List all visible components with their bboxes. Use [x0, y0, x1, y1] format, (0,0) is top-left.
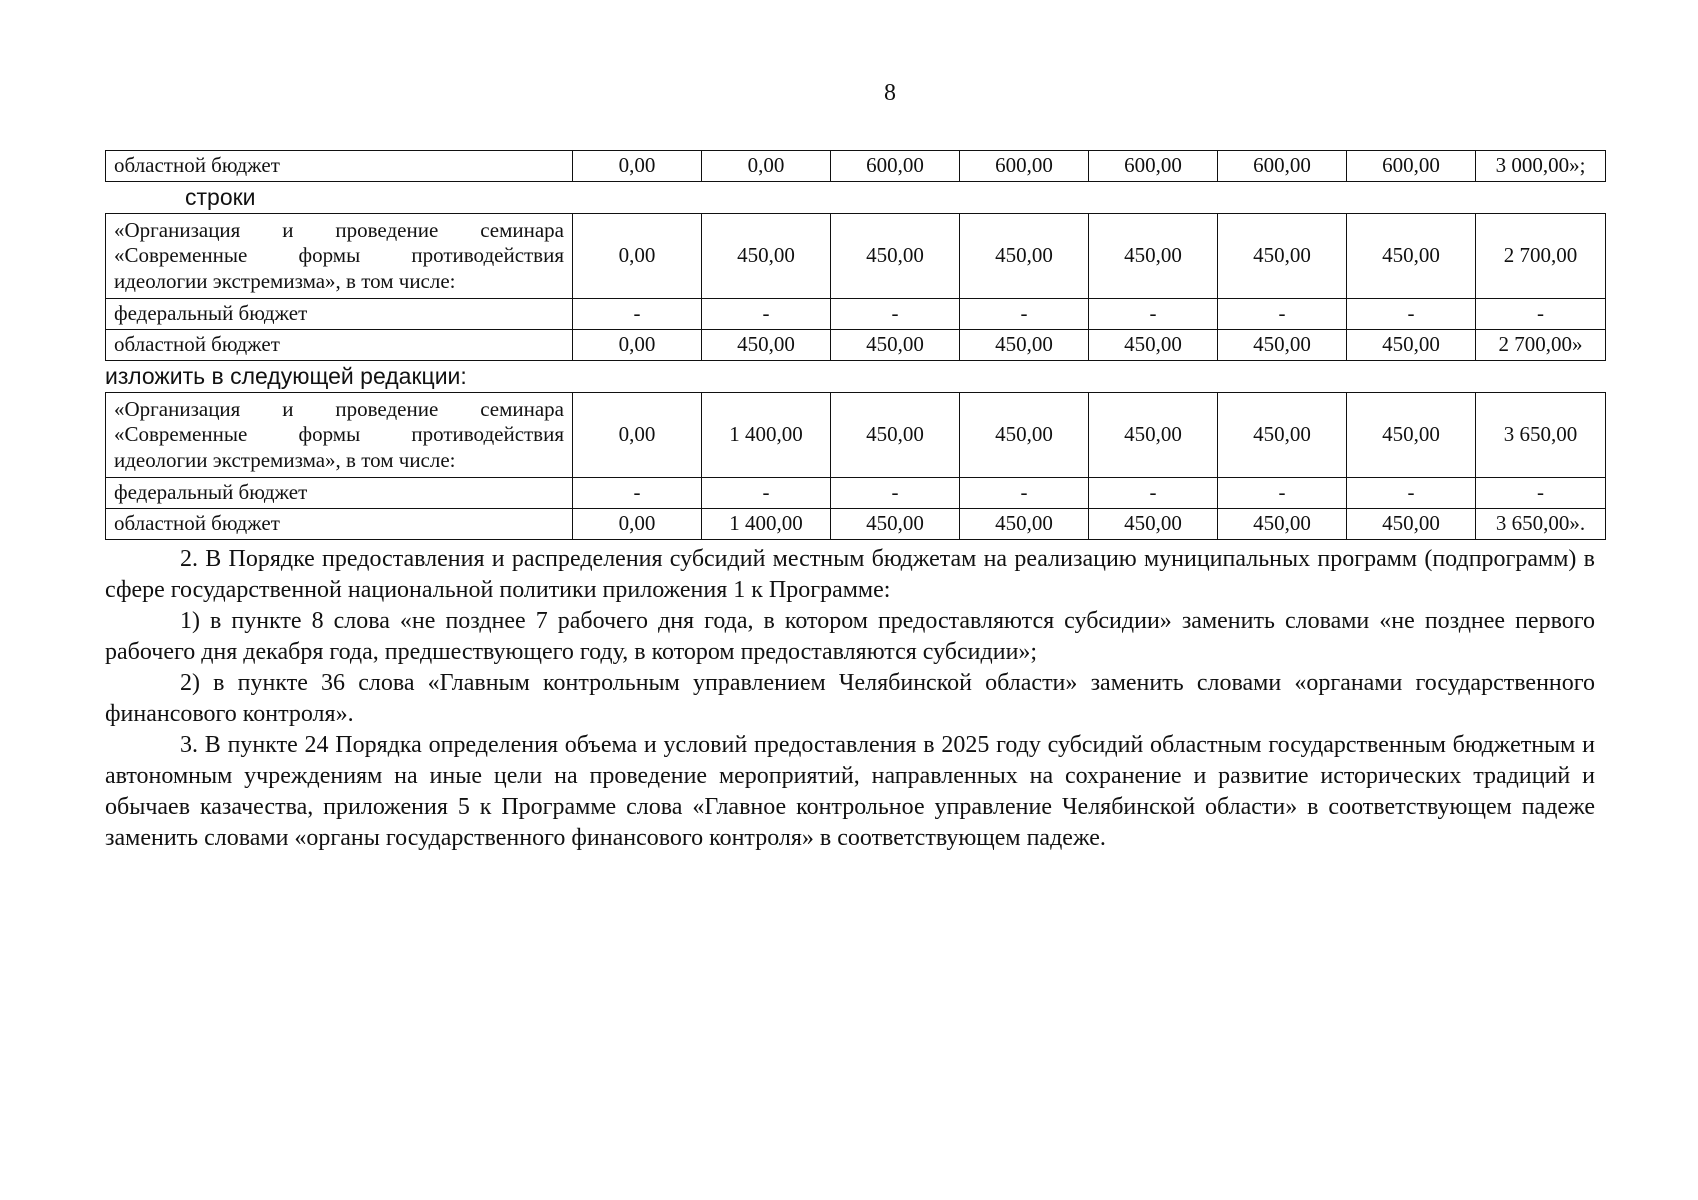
table-row [106, 393, 1606, 478]
row-label: «Организация и проведение семинара «Современные формы противодействия идеологии экстремизма», в том числе: [106, 393, 573, 478]
table-cell: 450,00 [1089, 330, 1218, 361]
row-label: областной бюджет [106, 151, 573, 182]
table-cell: 450,00 [960, 330, 1089, 361]
label-rows: строки [185, 184, 256, 210]
table-cell: 600,00 [1347, 151, 1476, 182]
table-cell: 1 400,00 [702, 509, 831, 540]
table-row [106, 478, 1606, 509]
table-cell: 450,00 [1347, 330, 1476, 361]
table-cell-total: 3 650,00». [1476, 509, 1606, 540]
table-cell: - [573, 299, 702, 330]
table-row [106, 214, 1606, 299]
table-row [106, 299, 1606, 330]
budget-table-new [105, 392, 1606, 540]
row-label: «Организация и проведение семинара «Современные формы противодействия идеологии экстремизма», в том числе: [106, 214, 573, 299]
row-label: федеральный бюджет [106, 299, 573, 330]
table-cell-total: 3 000,00»; [1476, 151, 1606, 182]
table-cell: - [1218, 299, 1347, 330]
table-cell: 450,00 [831, 393, 960, 478]
table-cell: - [831, 478, 960, 509]
table-cell-total: 3 650,00 [1476, 393, 1606, 478]
table-cell: 450,00 [960, 214, 1089, 299]
paragraph-item-2: 2. В Порядке предоставления и распределения субсидий местным бюджетам на реализацию муниципальных программ (подпрограмм) в сфере государственной национальной политики приложения 1 к Программе: [105, 546, 1595, 603]
table-cell: 450,00 [702, 214, 831, 299]
table-cell: - [1347, 478, 1476, 509]
table-cell: 600,00 [1089, 151, 1218, 182]
page-number: 8 [884, 80, 896, 106]
row-label: областной бюджет [106, 330, 573, 361]
table-cell: 450,00 [831, 330, 960, 361]
table-cell: - [960, 299, 1089, 330]
paragraph-item-3: 3. В пункте 24 Порядка определения объема и условий предоставления в 2025 году субсидий областным государственным бюджетным и автономным учреждениям на иные цели на проведение мероприятий, направленных на сохранение и развитие исторических традиций и обычаев казачества, приложения 5 к Программе слова «Главное контрольное управление Челябинской области» в соответствующем падеже заменить словами «органы государственного финансового контроля» в соответствующем падеже. [105, 732, 1595, 851]
table-cell: - [1347, 299, 1476, 330]
row-label: областной бюджет [106, 509, 573, 540]
table-cell: - [831, 299, 960, 330]
table-cell-total: - [1476, 478, 1606, 509]
table-cell: - [960, 478, 1089, 509]
table-cell: 450,00 [1089, 214, 1218, 299]
table-cell: 450,00 [1347, 214, 1476, 299]
table-cell: 450,00 [1089, 393, 1218, 478]
table-cell: 600,00 [960, 151, 1089, 182]
table-cell: 600,00 [1218, 151, 1347, 182]
table-row [106, 330, 1606, 361]
budget-table-old [105, 213, 1606, 361]
paragraph-subitem-1: 1) в пункте 8 слова «не позднее 7 рабочего дня года, в котором предоставляются субсидии» заменить словами «не позднее первого рабочего дня декабря года, предшествующего году, в котором предоставляются субсидии»; [105, 608, 1595, 665]
table-cell: - [573, 478, 702, 509]
table-cell: 450,00 [1089, 509, 1218, 540]
table-cell: 0,00 [702, 151, 831, 182]
row-label: федеральный бюджет [106, 478, 573, 509]
table-cell: 0,00 [573, 214, 702, 299]
table-cell: - [1089, 299, 1218, 330]
table-row [106, 509, 1606, 540]
table-cell: - [1089, 478, 1218, 509]
table-cell: 600,00 [831, 151, 960, 182]
table-cell: - [702, 299, 831, 330]
table-cell: 1 400,00 [702, 393, 831, 478]
table-cell: 0,00 [573, 509, 702, 540]
table-cell: - [1218, 478, 1347, 509]
table-cell: 450,00 [960, 509, 1089, 540]
table-cell: 450,00 [1347, 509, 1476, 540]
table-cell: 450,00 [702, 330, 831, 361]
table-cell-total: - [1476, 299, 1606, 330]
table-cell: 450,00 [1218, 214, 1347, 299]
table-cell: 450,00 [831, 214, 960, 299]
table-cell: 0,00 [573, 151, 702, 182]
budget-table-continuation [105, 150, 1606, 182]
table-cell: 450,00 [1218, 509, 1347, 540]
label-new-edition: изложить в следующей редакции: [105, 363, 467, 389]
table-cell-total: 2 700,00» [1476, 330, 1606, 361]
table-cell: 450,00 [831, 509, 960, 540]
table-cell-total: 2 700,00 [1476, 214, 1606, 299]
table-cell: 0,00 [573, 393, 702, 478]
table-row [106, 151, 1606, 182]
table-cell: 450,00 [1218, 393, 1347, 478]
table-cell: 450,00 [1218, 330, 1347, 361]
table-cell: 450,00 [960, 393, 1089, 478]
paragraph-subitem-2: 2) в пункте 36 слова «Главным контрольным управлением Челябинской области» заменить словами «органами государственного финансового контроля». [105, 670, 1595, 727]
table-cell: 0,00 [573, 330, 702, 361]
document-body [105, 150, 1605, 854]
table-cell: - [702, 478, 831, 509]
table-cell: 450,00 [1347, 393, 1476, 478]
